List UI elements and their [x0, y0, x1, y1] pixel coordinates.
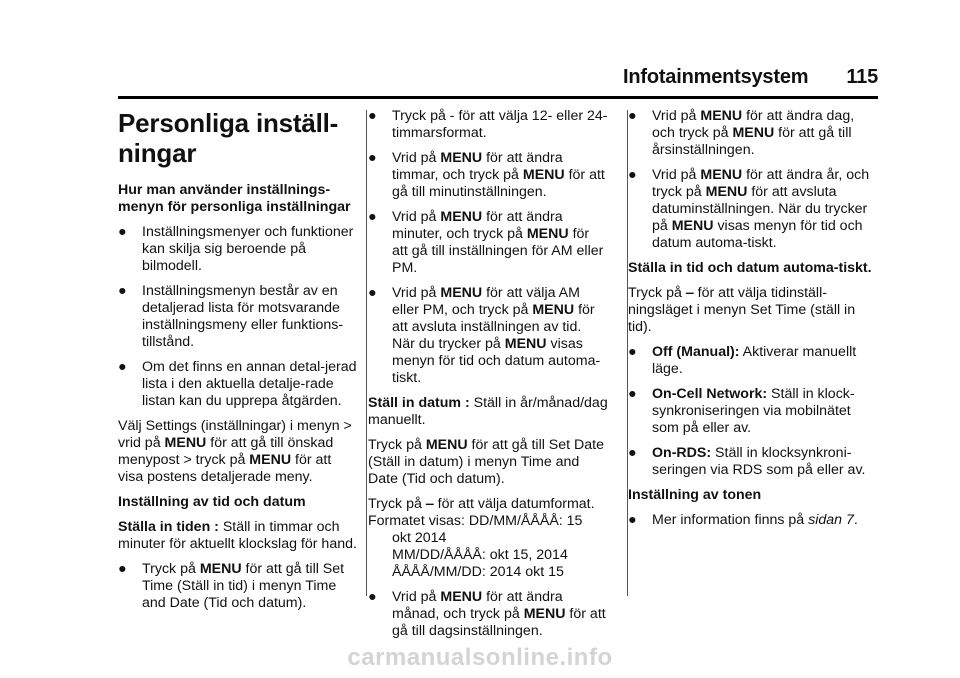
- column-2: [368, 108, 608, 648]
- paragraph: Tryck på ‒ för att välja tidinställ-ningsläget i menyn Set Time (ställ in tid).: [628, 285, 856, 335]
- page-header: [600, 66, 878, 89]
- bullet: ●: [118, 359, 127, 375]
- list-item: ● Vrid på MENU för att ändra timmar, och tryck på MENU för att gå till minutinställningen.: [368, 150, 605, 200]
- list-item: ● Vrid på MENU för att ändra minuter, och tryck på MENU för att gå till inställningen för AM eller PM.: [368, 209, 604, 276]
- bullet: ●: [368, 150, 377, 166]
- bullet: ●: [628, 167, 637, 183]
- bullet: ●: [628, 386, 637, 402]
- list-item: ● Inställningsmenyn består av en detaljerad lista för motsvarande inställningsmeny eller funktions-tillstånd.: [118, 283, 344, 350]
- list-item: ● Vrid på MENU för att ändra dag, och tryck på MENU för att gå till årsinställningen.: [628, 108, 855, 158]
- bullet: ●: [118, 283, 127, 299]
- list-item: ● Vrid på MENU för att ändra år, och tryck på MENU för att avsluta datuminställningen. När du trycker på MENU visas menyn för tid och datum automa-tiskt.: [628, 167, 870, 251]
- paragraph: Ställ in datum : Ställ in år/månad/dag manuellt.: [368, 395, 608, 428]
- paragraph: Välj Settings (inställningar) i menyn > vrid på MENU för att gå till önskad menypost > tryck på MENU för att visa postens detaljerade meny.: [118, 418, 352, 485]
- list-item: ● Mer information finns på sidan 7.: [628, 512, 858, 528]
- page-reference-link[interactable]: sidan 7: [808, 512, 854, 528]
- list-item: ● Inställningsmenyer och funktioner kan skilja sig beroende på bilmodell.: [118, 224, 354, 274]
- bullet: ●: [628, 344, 637, 360]
- page-number: 115: [846, 66, 878, 88]
- bullet: ●: [368, 589, 377, 605]
- page-heading: Personliga inställ- ningar: [118, 108, 339, 168]
- bullet: ●: [118, 224, 127, 240]
- section-title: Infotainmentsystem: [623, 66, 809, 88]
- list-item: ● Vrid på MENU för att välja AM eller PM, och tryck på MENU för att avsluta inställningen av tid. När du trycker på MENU visas menyn för tid och datum automa-tiskt.: [368, 285, 601, 386]
- bullet: ●: [118, 561, 127, 577]
- subheading-auto: Ställa in tid och datum automa-tiskt.: [628, 260, 872, 276]
- list-item: ● On-Cell Network: Ställ in klock-synkroniseringen via mobilnätet som på eller av.: [628, 386, 855, 436]
- subheading-time-date: Inställning av tid och datum: [118, 494, 306, 510]
- bullet: ●: [368, 285, 377, 301]
- bullet: ●: [628, 108, 637, 124]
- list-item: ● Om det finns en annan detal-jerad lista i den aktuella detalje-rade listan kan du upprepa åtgärden.: [118, 359, 357, 409]
- list-item: ● On-RDS: Ställ in klocksynkroni-seringen via RDS som på eller av.: [628, 445, 866, 478]
- bullet: ●: [628, 445, 637, 461]
- paragraph: Tryck på MENU för att gå till Set Date (Ställ in datum) i menyn Time and Date (Tid och datum).: [368, 437, 605, 487]
- column-3: [628, 108, 880, 537]
- bullet: ●: [368, 209, 377, 225]
- bullet: ●: [628, 512, 637, 528]
- watermark: carmanualsonline.info: [347, 644, 613, 671]
- intro-heading: Hur man använder inställnings-menyn för personliga inställningar: [118, 182, 351, 215]
- subheading-tone: Inställning av tonen: [628, 487, 762, 503]
- column-1: [118, 108, 360, 620]
- list-item: ● Tryck på MENU för att gå till Set Time (Ställ in tid) i menyn Time and Date (Tid och datum).: [118, 561, 345, 611]
- paragraph: Ställa in tiden : Ställ in timmar och minuter för aktuellt klockslag för hand.: [118, 519, 357, 552]
- list-item: ● Tryck på - för att välja 12- eller 24-timmarsformat.: [368, 108, 608, 141]
- paragraph-date-format: Tryck på ‒ för att välja datumformat. Formatet visas: DD/MM/ÅÅÅÅ: 15 okt 2014 MM/DD/ÅÅÅÅ: okt 15, 2014 ÅÅÅÅ/MM/DD: 2014 okt 15: [368, 496, 595, 580]
- list-item: ● Vrid på MENU för att ändra månad, och tryck på MENU för att gå till dagsinställningen.: [368, 589, 606, 639]
- column-divider-1: [366, 110, 367, 596]
- bullet: ●: [368, 108, 377, 124]
- list-item: ● Off (Manual): Aktiverar manuellt läge.: [628, 344, 857, 377]
- header-rule: [118, 96, 878, 99]
